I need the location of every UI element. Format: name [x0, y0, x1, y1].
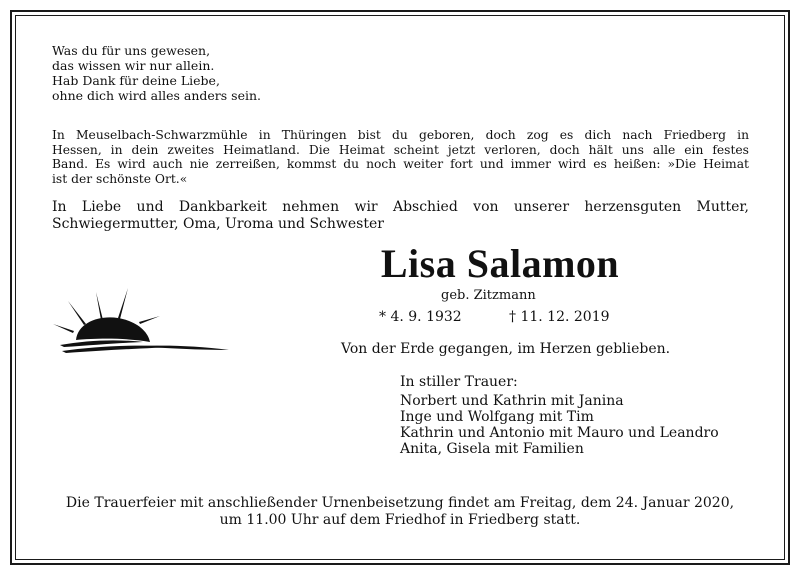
list-item: Kathrin und Antonio mit Mauro und Leandro	[400, 425, 719, 441]
farewell-line: In Liebe und Dankbarkeit nehmen wir Abschied von unserer herzensguten Mutter,	[52, 199, 749, 215]
deceased-name: Lisa Salamon	[380, 241, 620, 286]
mourning-heading: In stiller Trauer:	[400, 374, 518, 390]
mourners-list	[400, 393, 719, 457]
funeral-service-notice	[0, 495, 800, 529]
farewell-line: Schwiegermutter, Oma, Uroma und Schwester	[52, 216, 384, 232]
maiden-name: geb. Zitzmann	[441, 288, 536, 303]
service-line: um 11.00 Uhr auf dem Friedhof in Friedberg statt.	[219, 512, 581, 528]
biography-line: In Meuselbach-Schwarzmühle in Thüringen bist du geboren, doch zog es dich nach Friedberg in	[52, 128, 749, 142]
service-line: Die Trauerfeier mit anschließender Urnenbeisetzung findet am Freitag, dem 24. Januar 2020,	[65, 495, 735, 511]
poem-line: das wissen wir nur allein.	[52, 58, 215, 73]
birth-date: * 4. 9. 1932	[379, 309, 462, 325]
sunset-icon	[48, 284, 233, 356]
poem-line: ohne dich wird alles anders sein.	[52, 88, 262, 103]
memorial-motto: Von der Erde gegangen, im Herzen geblieben.	[341, 341, 671, 357]
biography-line: Hessen, in dein zweites Heimatland. Die Heimat scheint jetzt verloren, doch hält uns alle ein festes	[52, 142, 749, 157]
biography-line: Band. Es wird auch nie zerreißen, kommst du noch weiter fort und immer wird es heißen: »Die Heimat	[52, 157, 749, 171]
death-date: † 11. 12. 2019	[509, 309, 610, 325]
list-item: Inge und Wolfgang mit Tim	[400, 409, 594, 425]
poem-line: Hab Dank für deine Liebe,	[52, 73, 220, 88]
poem-line: Was du für uns gewesen,	[52, 43, 211, 58]
biography-line: ist der schönste Ort.«	[52, 171, 188, 186]
list-item: Anita, Gisela mit Familien	[400, 441, 584, 457]
list-item: Norbert und Kathrin mit Janina	[400, 393, 624, 409]
